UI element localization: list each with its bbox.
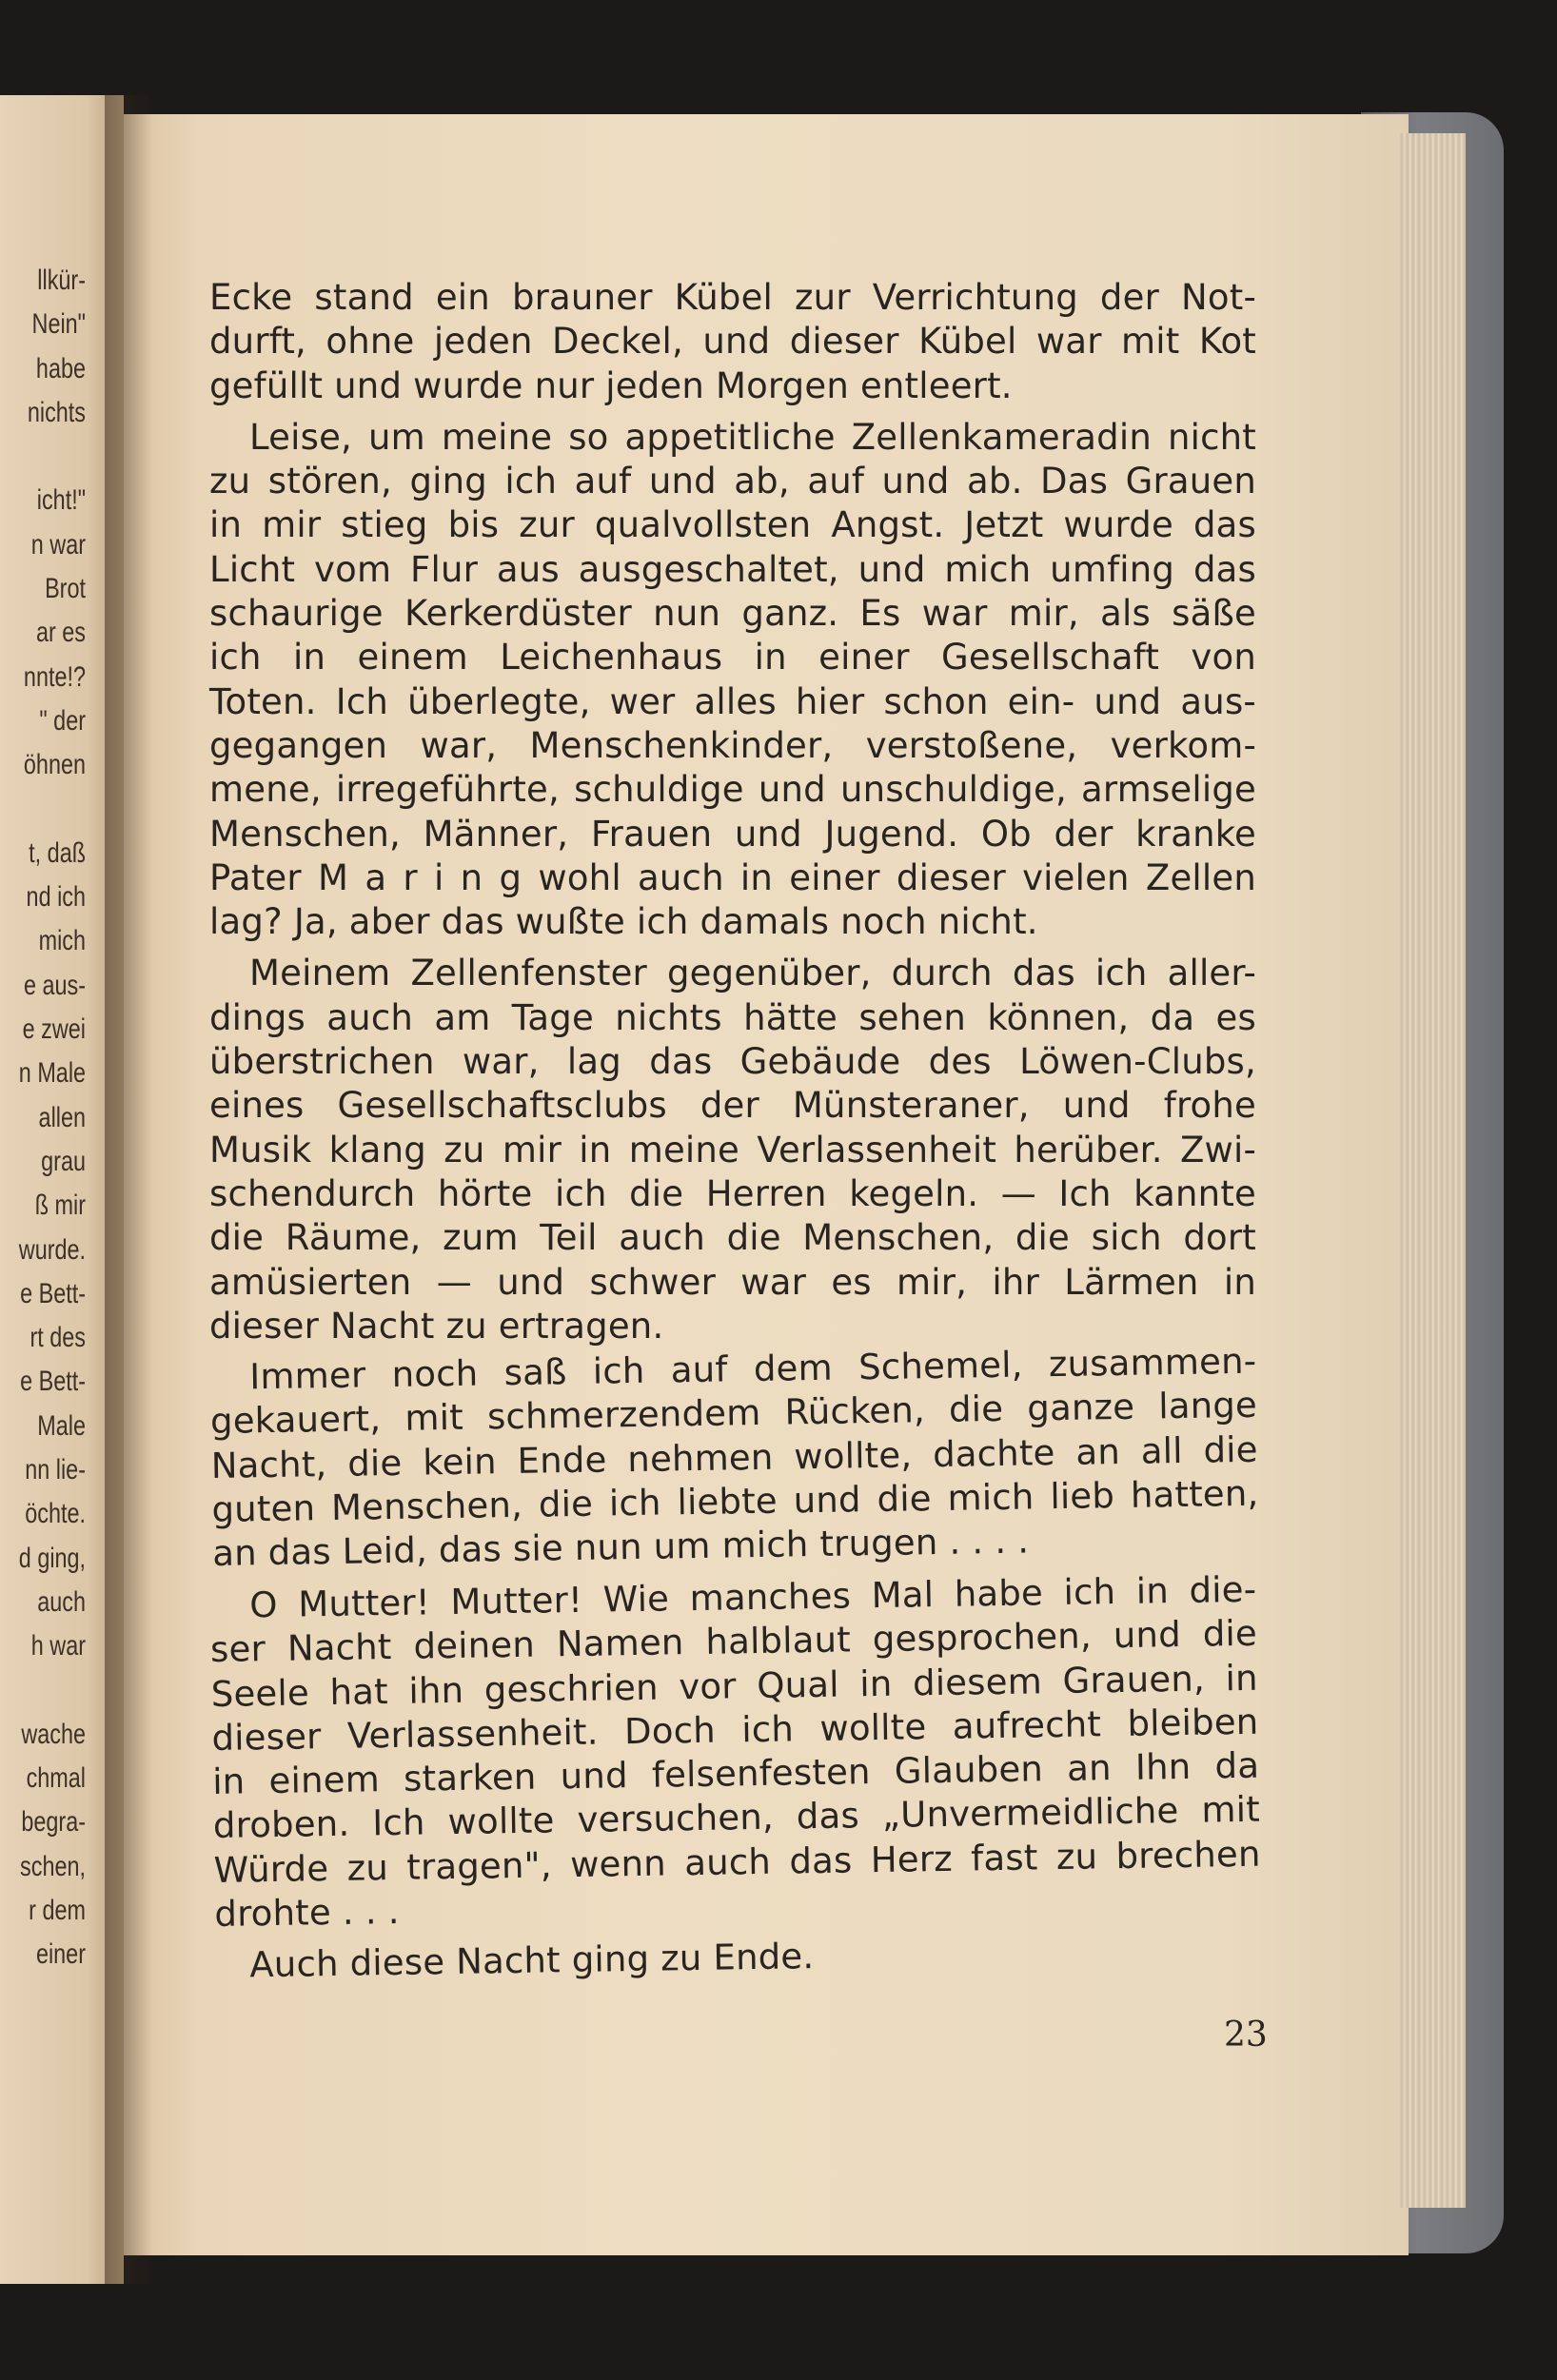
paragraph: [209, 952, 1256, 1348]
left-page-fragment: Brot: [45, 573, 86, 605]
left-page-fragment: nn lie-: [25, 1454, 87, 1486]
text-line: gekauert, mit schmerzendem Rücken, die ganze lange: [209, 1385, 1258, 1443]
left-page-fragment: schen,: [20, 1850, 87, 1882]
text-line: dieser Nacht zu ertragen.: [209, 1305, 664, 1347]
text-line: Pater M a r i n g wohl auch in einer dieser vielen Zellen: [209, 856, 1256, 898]
left-page-fragment: h war: [30, 1630, 86, 1662]
text-line: gegangen war, Menschenkinder, verstoßene, verkom-: [209, 724, 1256, 766]
left-page-fragment: mich: [38, 925, 86, 957]
text-line: Immer noch saß ich auf dem Schemel, zusammen-: [249, 1340, 1257, 1398]
left-page-fragment: n war: [30, 528, 86, 561]
left-page-fragment: nd ich: [26, 881, 86, 914]
paragraph: [209, 1928, 1257, 1989]
left-page-fragment: öchte.: [25, 1498, 86, 1530]
text-line: Meinem Zellenfenster gegenüber, durch das ich aller-: [249, 953, 1256, 994]
left-page-fragment: grau: [41, 1145, 86, 1177]
body-text: [209, 276, 1261, 1996]
text-line: überstrichen war, lag das Gebäude des Löwen-Clubs,: [209, 1041, 1256, 1083]
left-page-text: [19, 259, 86, 1977]
left-page-fragment: [19, 435, 86, 479]
page-edges: [1399, 133, 1466, 2208]
paragraph: [209, 276, 1256, 408]
left-page-fragment: icht!": [36, 484, 86, 517]
text-line: lag? Ja, aber das wußte ich damals noch nicht.: [209, 901, 1038, 943]
text-line: Ecke stand ein brauner Kübel zur Verrichtung der Not-: [209, 277, 1256, 318]
text-line: Würde zu tragen", wenn auch das Herz fast zu brechen: [213, 1833, 1261, 1891]
text-line: Musik klang zu mir in meine Verlassenheit herüber. Zwi-: [209, 1129, 1256, 1170]
text-line: Licht vom Flur aus ausgeschaltet, und mich umfing das: [209, 548, 1256, 590]
left-page-fragment: allen: [38, 1101, 86, 1133]
text-line: dieser Verlassenheit. Doch ich wollte aufrecht bleiben: [211, 1701, 1259, 1759]
text-line: schendurch hörte ich die Herren kegeln. — Ich kannte: [209, 1172, 1256, 1214]
left-page-fragment: llkür-: [37, 265, 86, 296]
text-line: in einem starken und felsenfesten Glauben an Ihn da: [211, 1744, 1260, 1802]
text-line: schaurige Kerkerdüster nun ganz. Es war mir, als säße: [209, 593, 1256, 635]
page-number: 23: [1224, 2016, 1268, 2055]
text-line: drohte . . .: [214, 1890, 400, 1935]
text-line: guten Menschen, die ich liebte und die mich lieb hatten,: [211, 1472, 1259, 1530]
text-line: mene, irregeführte, schuldige und unschuldige, armselige: [209, 769, 1256, 811]
paragraph: [209, 1567, 1262, 1937]
left-page-fragment: nnte!?: [23, 660, 87, 693]
left-page-fragment: e aus-: [23, 969, 86, 1001]
text-line: Auch diese Nacht ging zu Ende.: [249, 1936, 815, 1986]
left-page-fragment: einer: [35, 1938, 86, 1971]
text-line: gefüllt und wurde nur jeden Morgen entleert.: [209, 364, 1013, 406]
text-line: ser Nacht deinen Namen halblaut gesprochen, und die: [209, 1612, 1258, 1670]
left-page-fragment: auch: [37, 1585, 86, 1618]
left-page-fragment: n Male: [18, 1057, 87, 1090]
left-page-fragment: Nein": [31, 308, 86, 341]
left-page-fragment: nichts: [27, 396, 86, 428]
left-page-fragment: e zwei: [22, 1013, 87, 1046]
paragraph: [209, 1340, 1260, 1577]
text-line: O Mutter! Mutter! Wie manches Mal habe ich in die-: [249, 1568, 1257, 1625]
left-page-fragment: ar es: [35, 617, 86, 649]
left-page-fragment: e Bett-: [20, 1366, 86, 1398]
left-page-fragment: chmal: [26, 1762, 86, 1795]
text-line: ich in einem Leichenhaus in einer Gesellschaft von: [209, 637, 1256, 679]
text-line: Nacht, die kein Ende nehmen wollte, dachte an all die: [210, 1428, 1259, 1486]
left-page-fragment: " der: [39, 704, 86, 737]
text-line: amüsierten — und schwer war es mir, ihr Lärmen in: [209, 1261, 1256, 1303]
text-line: durft, ohne jeden Deckel, und dieser Kübel war mit Kot: [209, 321, 1256, 363]
left-page-fragment: ß mir: [34, 1190, 86, 1222]
left-page-fragment: wurde.: [18, 1233, 87, 1266]
text-line: droben. Ich wollte versuchen, das „Unvermeidliche mit: [212, 1788, 1261, 1847]
text-line: Seele hat ihn geschrien vor Qual in diesem Grauen, in: [210, 1656, 1259, 1715]
text-line: in mir stieg bis zur qualvollsten Angst. Jetzt wurde das: [209, 504, 1256, 546]
text-line: an das Leid, das sie nun um mich trugen . . . .: [211, 1520, 1030, 1575]
left-page-fragment: r dem: [29, 1894, 86, 1926]
left-page-fragment: [19, 788, 86, 832]
text-line: dings auch am Tage nichts hätte sehen können, da es: [209, 996, 1256, 1038]
spine-shadow: [105, 95, 152, 2284]
left-page-fragment: d ging,: [18, 1542, 87, 1574]
text-line: Toten. Ich überlegte, wer alles hier schon ein- und aus-: [209, 680, 1256, 722]
left-page-fragment: begra-: [21, 1806, 87, 1839]
text-line: Menschen, Männer, Frauen und Jugend. Ob der kranke: [209, 813, 1256, 855]
left-page-fragment: wache: [21, 1718, 87, 1750]
text-line: eines Gesellschaftsclubs der Münsteraner, und frohe: [209, 1085, 1256, 1127]
left-page-fragment: [19, 1669, 86, 1713]
text-line: die Räume, zum Teil auch die Menschen, die sich dort: [209, 1217, 1256, 1259]
paragraph: [209, 416, 1256, 945]
text-line: Leise, um meine so appetitliche Zellenkameradin nicht: [249, 416, 1256, 458]
left-page-fragment: habe: [35, 352, 86, 384]
left-page-fragment: öhnen: [23, 749, 86, 781]
left-page-fragment: t, daß: [29, 836, 86, 869]
text-line: zu stören, ging ich auf und ab, auf und ab. Das Grauen: [209, 461, 1256, 502]
left-page-fragment: e Bett-: [20, 1277, 86, 1309]
left-page-fragment: Male: [37, 1409, 86, 1442]
left-page-fragment: rt des: [30, 1322, 86, 1354]
